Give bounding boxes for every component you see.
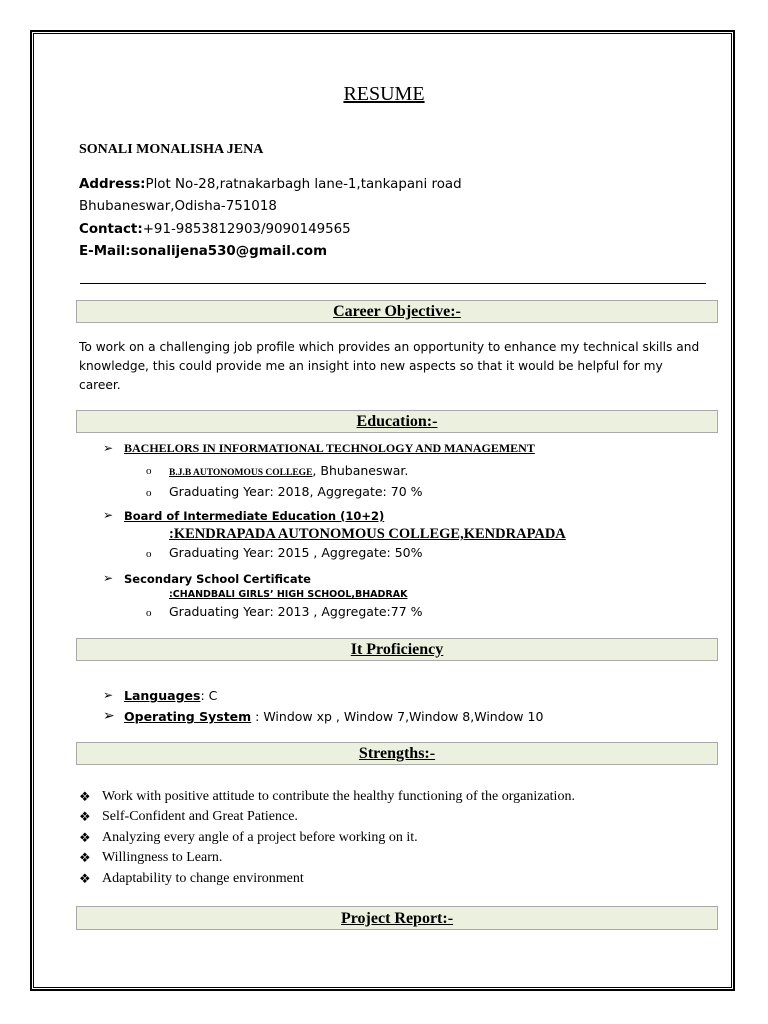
school-year: Graduating Year: 2013 , Aggregate:77 % xyxy=(169,604,423,619)
strengths-heading: Strengths:- xyxy=(76,742,718,765)
languages-value: : C xyxy=(200,688,218,703)
arrow-bullet-icon: ➢ xyxy=(103,709,115,724)
intermediate-year: Graduating Year: 2015 , Aggregate: 50% xyxy=(169,545,423,560)
degree-year: Graduating Year: 2018, Aggregate: 70 % xyxy=(169,484,423,499)
strength-item: Analyzing every angle of a project before working on it. xyxy=(102,830,418,845)
circle-bullet-icon: o xyxy=(146,465,152,477)
strength-item: Adaptability to change environment xyxy=(102,871,304,886)
arrow-bullet-icon: ➢ xyxy=(103,571,114,585)
circle-bullet-icon: o xyxy=(146,607,152,619)
email-line xyxy=(79,244,327,259)
strength-item: Work with positive attitude to contribute the healthy functioning of the organization. xyxy=(102,789,575,804)
career-objective-text: To work on a challenging job profile which provides an opportunity to enhance my technical skills and knowledge, this could provide me an insight into new aspects so that it would be helpful for my career. xyxy=(79,340,700,392)
resume-title: RESUME xyxy=(343,83,425,105)
address-label: Address: xyxy=(79,177,146,192)
project-report-heading: Project Report:- xyxy=(76,906,718,930)
diamond-bullet-icon: ❖ xyxy=(79,789,91,804)
career-objective-heading: Career Objective:- xyxy=(76,300,718,323)
diamond-bullet-icon: ❖ xyxy=(79,871,91,886)
contact-value: +91-9853812903/9090149565 xyxy=(142,222,351,237)
address-value: Plot No-28,ratnakarbagh lane-1,tankapani road xyxy=(145,177,462,192)
address-line-1 xyxy=(79,177,462,192)
languages-label: Languages xyxy=(124,688,201,703)
header-divider xyxy=(80,283,706,284)
degree-college-city: , Bhubaneswar. xyxy=(312,463,409,478)
degree-college-line xyxy=(169,463,408,478)
degree-college: B.J.B AUTONOMOUS COLLEGE xyxy=(169,468,313,478)
arrow-bullet-icon: ➢ xyxy=(103,688,114,702)
strength-item: Willingness to Learn. xyxy=(102,850,223,865)
email-value: sonalijena530@gmail.com xyxy=(130,244,328,259)
os-value: : Window xp , Window 7,Window 8,Window 10 xyxy=(251,709,544,724)
school-name: :CHANDBALI GIRLS’ HIGH SCHOOL,BHADRAK xyxy=(169,589,408,600)
degree-title: BACHELORS IN INFORMATIONAL TECHNOLOGY AND MANAGEMENT xyxy=(124,441,535,455)
diamond-bullet-icon: ❖ xyxy=(79,809,91,824)
candidate-name: SONALI MONALISHA JENA xyxy=(79,142,264,157)
diamond-bullet-icon: ❖ xyxy=(79,830,91,845)
intermediate-college: :KENDRAPADA AUTONOMOUS COLLEGE,KENDRAPADA xyxy=(169,526,566,542)
languages-line xyxy=(124,688,217,703)
circle-bullet-icon: o xyxy=(146,548,152,560)
os-label: Operating System xyxy=(124,709,252,724)
it-proficiency-heading: It Proficiency xyxy=(76,638,718,661)
os-line xyxy=(124,709,543,724)
circle-bullet-icon: o xyxy=(146,487,152,499)
diamond-bullet-icon: ❖ xyxy=(79,850,91,865)
strength-item: Self-Confident and Great Patience. xyxy=(102,809,298,824)
intermediate-title: Board of Intermediate Education (10+2) xyxy=(124,509,385,523)
contact-label: Contact: xyxy=(79,222,143,237)
arrow-bullet-icon: ➢ xyxy=(103,441,114,455)
education-heading: Education:- xyxy=(76,410,718,433)
arrow-bullet-icon: ➢ xyxy=(103,508,114,522)
contact-line xyxy=(79,222,351,237)
address-line-2: Bhubaneswar,Odisha-751018 xyxy=(79,199,277,214)
school-title: Secondary School Certificate xyxy=(124,572,311,586)
email-label: E-Mail: xyxy=(79,244,131,259)
